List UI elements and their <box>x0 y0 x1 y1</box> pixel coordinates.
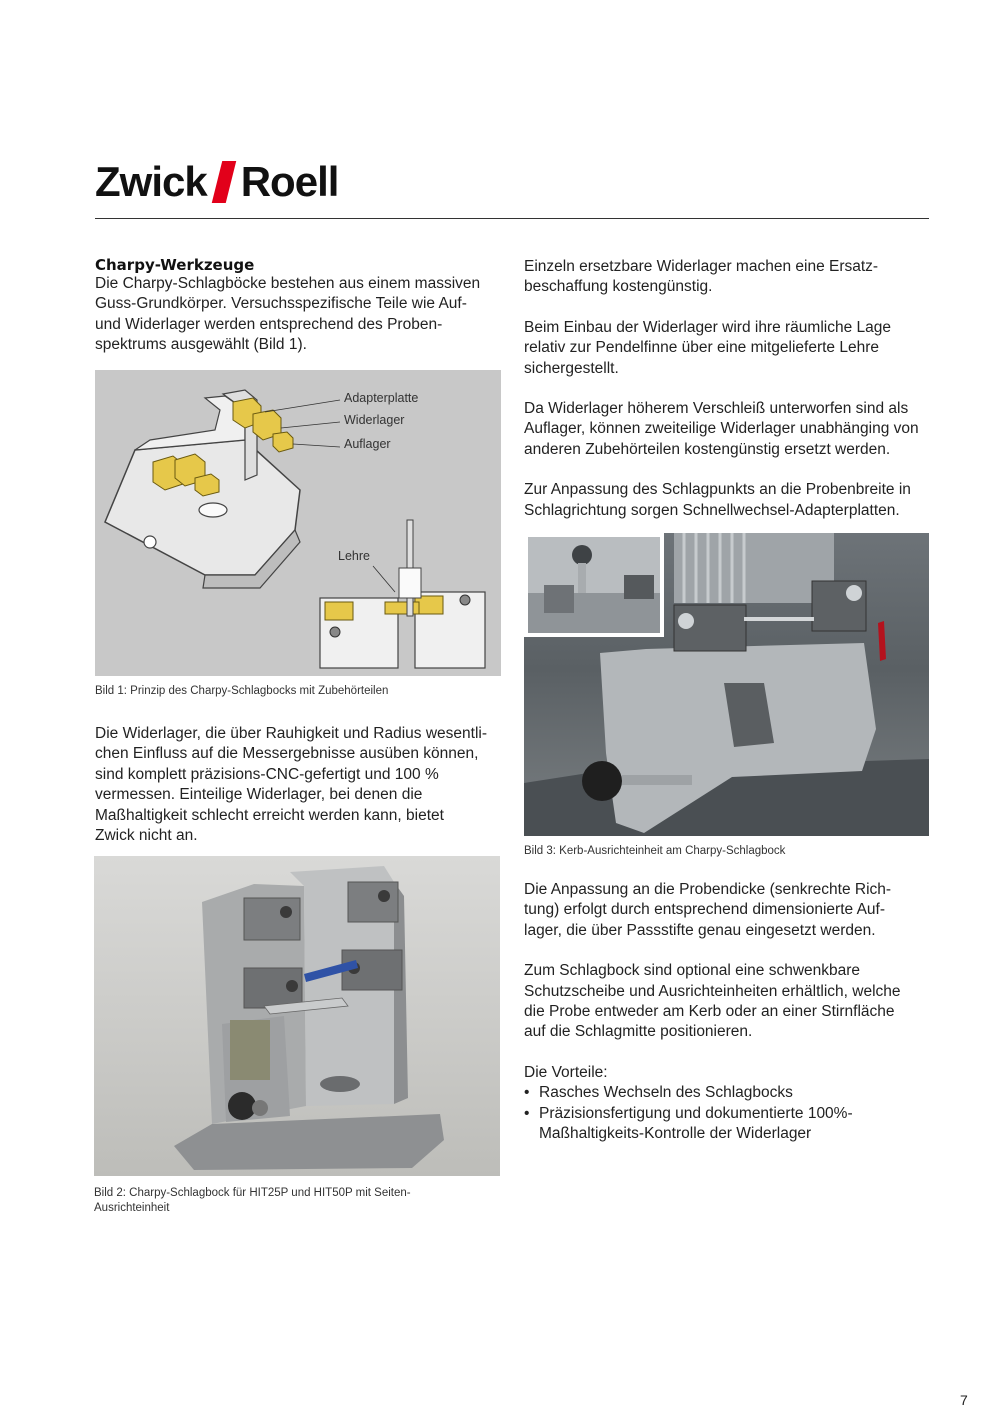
bullet-icon: • <box>524 1104 530 1122</box>
right-column-top-text <box>524 257 934 521</box>
vorteile-title: Die Vorteile: <box>524 1063 608 1081</box>
text-line: Die Charpy-Schlagböcke bestehen aus einem massiven <box>95 275 481 292</box>
section-heading: Charpy-Werkzeuge <box>95 256 255 274</box>
text-line: Zum Schlagbock sind optional eine schwenkbare <box>524 962 861 980</box>
paragraph-einbau <box>524 318 934 379</box>
intro-paragraph <box>95 274 505 356</box>
text-line: Auflager, können zweiteilige Widerlager unabhänging von <box>524 420 919 438</box>
right-column-bottom-text <box>524 880 934 1144</box>
label-widerlager: Widerlager <box>344 413 405 427</box>
figure-3-caption: Bild 3: Kerb-Ausrichteinheit am Charpy-Schlagbock <box>524 845 786 857</box>
text-line: Einzeln ersetzbare Widerlager machen eine Ersatz- <box>524 258 879 275</box>
figure-1-diagram <box>95 370 501 676</box>
text-line: sind komplett präzisions-CNC-gefertigt und 100 % <box>95 765 439 783</box>
text-line: Zur Anpassung des Schlagpunkts an die Probenbreite in <box>524 481 911 499</box>
figure-3-illustration <box>524 533 929 836</box>
logo-word-roell: Roell <box>240 158 339 205</box>
vorteile-list <box>524 1083 934 1144</box>
header-divider <box>95 218 929 219</box>
figure-2-caption <box>94 1186 514 1216</box>
text-line: tung) erfolgt durch entsprechend dimensionierte Auf- <box>524 901 886 919</box>
list-item <box>524 1104 934 1145</box>
paragraph-widerlager <box>95 724 505 846</box>
caption-line: Bild 2: Charpy-Schlagbock für HIT25P und HIT50P mit Seiten- <box>94 1187 411 1199</box>
text-line: Schlagrichtung sorgen Schnellwechsel-Adapterplatten. <box>524 501 900 519</box>
text-line: Da Widerlager höherem Verschleiß unterworfen sind als <box>524 400 909 418</box>
figure-1-illustration <box>95 370 501 676</box>
text-line: relativ zur Pendelfinne über eine mitgelieferte Lehre <box>524 339 879 357</box>
text-line: Schutzscheibe und Ausrichteinheiten erhältlich, welche <box>524 982 901 1000</box>
text-line: Rasches Wechseln des Schlagbocks <box>539 1084 793 1102</box>
paragraph-zubehoer <box>524 961 934 1043</box>
text-line: lager, die über Passstifte genau eingesetzt werden. <box>524 921 876 939</box>
figure-3-photo <box>524 533 929 836</box>
text-line: sichergestellt. <box>524 359 619 377</box>
paragraph-verschleiss <box>524 399 934 460</box>
text-line: beschaffung kostengünstig. <box>524 278 713 296</box>
text-line: die Probe entweder am Kerb oder an einer Stirnfläche <box>524 1003 895 1021</box>
figure-1-caption: Bild 1: Prinzip des Charpy-Schlagbocks mit Zubehörteilen <box>95 685 389 697</box>
label-lehre: Lehre <box>338 549 370 563</box>
paragraph-schlagpunkt <box>524 480 934 521</box>
list-item <box>524 1083 934 1103</box>
left-intro-block <box>95 256 505 356</box>
label-adapterplatte: Adapterplatte <box>344 391 419 405</box>
zwick-roell-logo <box>95 160 338 204</box>
text-line: Guss-Grundkörper. Versuchsspezifische Teile wie Auf- <box>95 295 467 313</box>
text-line: Zwick nicht an. <box>95 827 198 845</box>
text-line: Beim Einbau der Widerlager wird ihre räumliche Lage <box>524 318 892 336</box>
text-line: Die Widerlager, die über Rauhigkeit und Radius wesentli- <box>95 725 488 742</box>
text-line: chen Einfluss auf die Messergebnisse ausüben können, <box>95 745 479 763</box>
caption-line: Ausrichteinheit <box>94 1202 170 1214</box>
logo-word-zwick: Zwick <box>95 158 207 205</box>
text-line: spektrums ausgewählt (Bild 1). <box>95 336 307 354</box>
text-line: und Widerlager werden entsprechend des Proben- <box>95 315 443 333</box>
paragraph-ersatz <box>524 257 934 298</box>
bullet-icon: • <box>524 1084 530 1102</box>
text-line: Maßhaltigkeit schlecht erreicht werden kann, bietet <box>95 806 444 824</box>
figure-2-illustration <box>94 856 500 1176</box>
figure-2-photo <box>94 856 500 1176</box>
text-line: auf die Schlagmitte positionieren. <box>524 1023 753 1041</box>
text-line: Maßhaltigkeits-Kontrolle der Widerlager <box>539 1125 812 1143</box>
text-line: anderen Zubehörteilen kostengünstig ersetzt werden. <box>524 440 891 458</box>
label-auflager: Auflager <box>344 437 391 451</box>
page-number: 7 <box>960 1392 968 1408</box>
text-line: Die Anpassung an die Probendicke (senkrechte Rich- <box>524 881 892 898</box>
text-line: vermessen. Einteilige Widerlager, bei denen die <box>95 786 423 804</box>
logo-slash-mark <box>211 161 235 203</box>
paragraph-probendicke <box>524 880 934 941</box>
text-line: Präzisionsfertigung und dokumentierte 100%- <box>539 1104 853 1122</box>
